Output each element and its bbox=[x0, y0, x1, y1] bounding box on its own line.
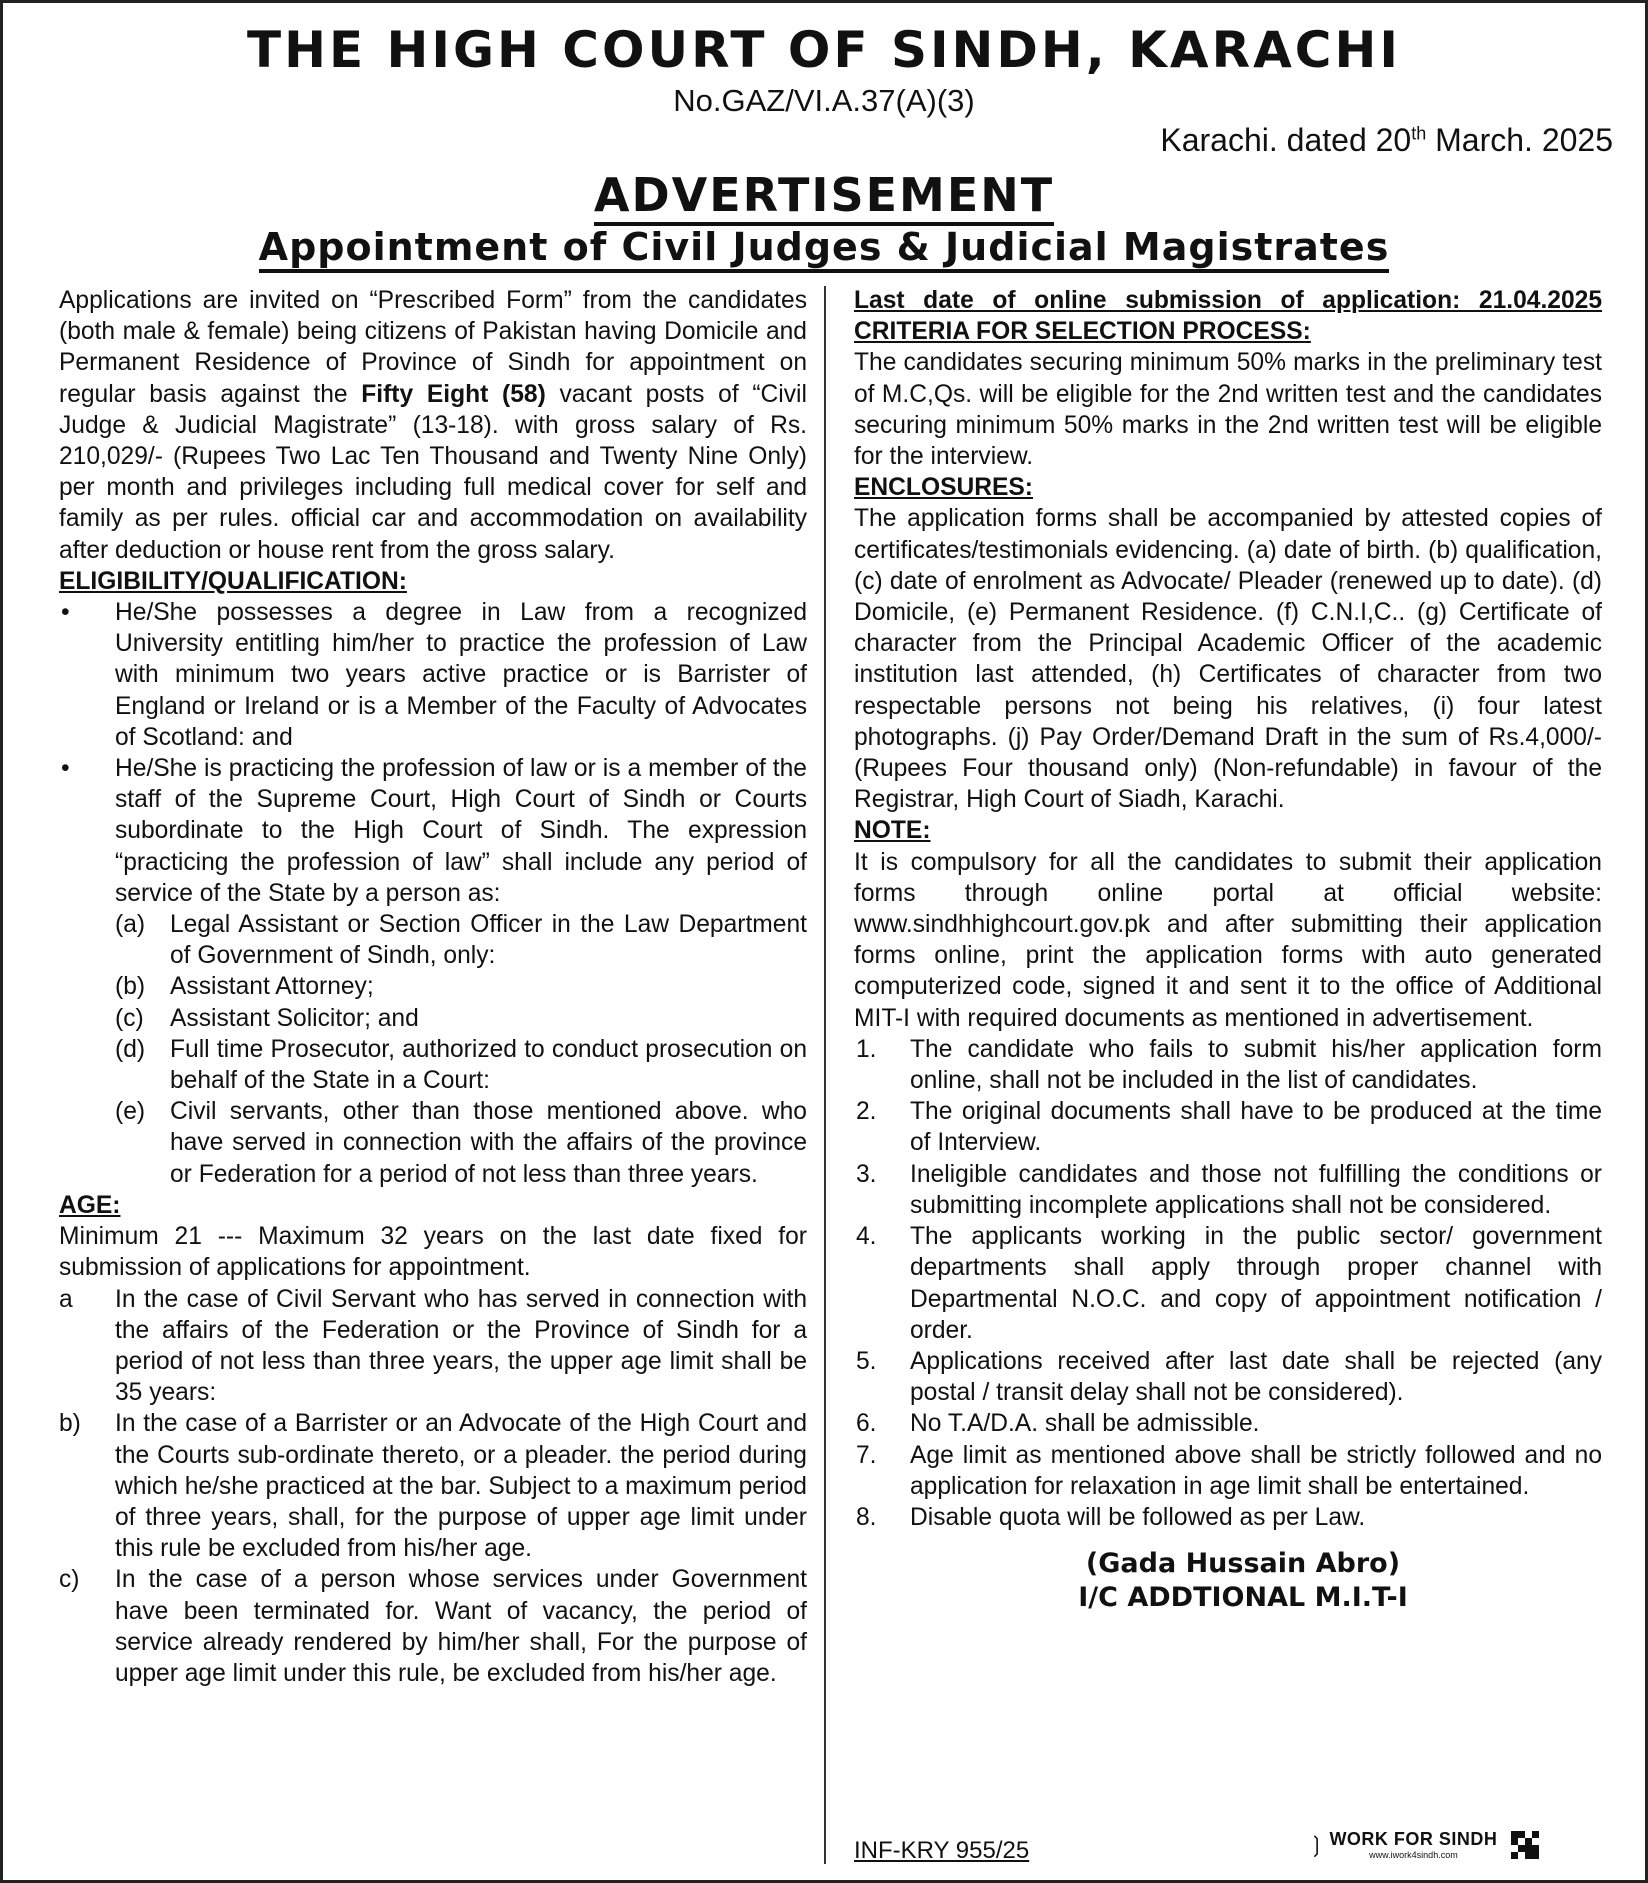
intro-part-2: vacant posts of “Civil Judge & Judicial Magistrate” (13-18). with gross salary of Rs. 210,029/- (Rupees Two Lac Ten Thousand and Twenty Nine Only) per month and privileges including full medical cover for self and family as per rules. official car and accommodation on availability after deduction or house rent from the gross salary. bbox=[59, 380, 807, 564]
right-column bbox=[854, 285, 1602, 1615]
enclosures-heading: ENCLOSURES: bbox=[854, 474, 1034, 502]
service-sub-item bbox=[59, 1034, 807, 1096]
service-sub-item bbox=[59, 1096, 807, 1190]
qr-code-icon bbox=[1511, 1831, 1539, 1859]
note-item-number: 1. bbox=[856, 1035, 877, 1063]
age-item-marker: a bbox=[59, 1285, 73, 1313]
criteria-paragraph: The candidates securing minimum 50% marks in the preliminary test of M.C,Qs. will be eligible for the 2nd written test and the candidates securing minimum 50% marks in the 2nd written test will be eligible for the interview. bbox=[854, 349, 1602, 471]
eligibility-heading: ELIGIBILITY/QUALIFICATION: bbox=[59, 567, 407, 595]
note-item bbox=[854, 1408, 1602, 1439]
signature-block bbox=[854, 1547, 1602, 1615]
sub-item-text: Legal Assistant or Section Officer in the Law Department of Government of Sindh, only: bbox=[170, 911, 807, 970]
age-relaxation-item bbox=[59, 1408, 807, 1564]
sub-item-text: Full time Prosecutor, authorized to conduct prosecution on behalf of the State in a Court: bbox=[170, 1035, 807, 1095]
advertisement-heading-text: ADVERTISEMENT bbox=[594, 168, 1054, 226]
inf-reference-code: INF-KRY 955/25 bbox=[854, 1837, 1030, 1864]
age-item-marker: c) bbox=[59, 1566, 80, 1594]
note-item-number: 2. bbox=[856, 1098, 877, 1126]
note-item bbox=[854, 1346, 1602, 1408]
advertisement-subtitle-text: Appointment of Civil Judges & Judicial Magistrates bbox=[259, 225, 1390, 273]
note-item-number: 4. bbox=[856, 1223, 877, 1251]
note-item-text: The original documents shall have to be produced at the time of Interview. bbox=[910, 1098, 1602, 1157]
sub-item-marker: (c) bbox=[115, 1004, 144, 1032]
intro-paragraph bbox=[59, 285, 807, 566]
age-paragraph: Minimum 21 --- Maximum 32 years on the last date fixed for submission of applications for appointment. bbox=[59, 1223, 807, 1282]
note-heading: NOTE: bbox=[854, 817, 931, 845]
note-item bbox=[854, 1221, 1602, 1346]
court-title: THE HIGH COURT OF SINDH, KARACHI bbox=[247, 21, 1401, 79]
note-item bbox=[854, 1159, 1602, 1221]
note-item-text: The applicants working in the public sector/ government departments shall apply through proper channel with Departmental N.O.C. and copy of appointment notification / order. bbox=[910, 1223, 1602, 1344]
eligibility-bullet bbox=[59, 597, 807, 753]
note-item-text: Applications received after last date shall be rejected (any postal / transit delay shall not be considered). bbox=[910, 1347, 1602, 1407]
sub-item-text: Assistant Solicitor; and bbox=[170, 1004, 419, 1032]
note-item-text: The candidate who fails to submit his/her application form online, shall not be included in the list of candidates. bbox=[910, 1035, 1602, 1095]
advertisement-subtitle bbox=[3, 225, 1645, 269]
age-heading: AGE: bbox=[59, 1191, 121, 1219]
note-item bbox=[854, 1034, 1602, 1096]
note-item bbox=[854, 1502, 1602, 1533]
note-item-text: Age limit as mentioned above shall be strictly followed and no application for relaxation in age limit shall be entertained. bbox=[910, 1441, 1602, 1500]
sub-item-text: Assistant Attorney; bbox=[170, 973, 374, 1001]
intro-part-1: Applications are invited on “Prescribed Form” from the candidates (both male & female) being citizens of Pakistan having Domicile and Permanent Residence of Province of Sindh for appointment on regular basis against the bbox=[59, 287, 807, 408]
sub-item-marker: (b) bbox=[115, 973, 146, 1001]
sub-item-marker: (a) bbox=[115, 911, 146, 939]
bullet-text: He/She possesses a degree in Law from a recognized University entitling him/her to practice the profession of Law with minimum two years active practice or is Barrister of England or Ireland or is a Member of the Faculty of Advocates of Scotland: and bbox=[115, 599, 807, 751]
brand-text bbox=[1329, 1829, 1497, 1860]
date-suffix: th bbox=[1411, 123, 1427, 144]
left-column bbox=[59, 285, 807, 1689]
reference-number: No.GAZ/VI.A.37(A)(3) bbox=[673, 83, 975, 118]
enclosures-paragraph: The application forms shall be accompanied by attested copies of certificates/testimonials evidencing. (a) date of birth. (b) qualification, (c) date of enrolment as Advocate/ Pleader (renewed up to date). (d) Domicile, (e) Permanent Residence. (f) C.N.I,C.. (g) Certificate of character from the Principal Academic Officer of the academic institution last attended, (h) Certificates of character from two respectable persons not being his relatives, (i) four latest photographs. (j) Pay Order/Demand Draft in the sum of Rs.4,000/- (Rupees Four thousand only) (Non-refundable) in favour of the Registrar, High Court of Siadh, Karachi. bbox=[854, 505, 1602, 814]
note-item-number: 5. bbox=[856, 1347, 877, 1375]
advertisement-heading bbox=[3, 168, 1645, 222]
service-sub-item bbox=[59, 1003, 807, 1034]
age-relaxation-item bbox=[59, 1564, 807, 1689]
brand-name: WORK FOR SINDH bbox=[1329, 1829, 1498, 1849]
bullet-marker: • bbox=[61, 599, 70, 627]
signatory-title: I/C ADDTIONAL M.I.T-I bbox=[1078, 1582, 1408, 1614]
sub-item-marker: (d) bbox=[115, 1035, 146, 1063]
age-item-text: In the case of a person whose services under Government have been terminated for. Want of vacancy, the period of service already rendered by him/her shall, For the purpose of upper age limit under this rule, be excluded from his/her age. bbox=[115, 1566, 807, 1687]
brand-mark-icon: ❳ bbox=[1307, 1831, 1326, 1857]
note-item-text: No T.A/D.A. shall be admissible. bbox=[910, 1410, 1260, 1438]
service-sub-item bbox=[59, 971, 807, 1002]
note-item-number: 8. bbox=[856, 1503, 877, 1531]
sub-item-marker: (e) bbox=[115, 1098, 146, 1126]
brand-url: www.iwork4sindh.com bbox=[1369, 1850, 1458, 1860]
note-item bbox=[854, 1440, 1602, 1502]
note-item bbox=[854, 1096, 1602, 1158]
eligibility-bullet bbox=[59, 753, 807, 909]
signatory-name: (Gada Hussain Abro) bbox=[1085, 1548, 1401, 1580]
date-line bbox=[1160, 122, 1613, 159]
bullet-marker: • bbox=[61, 755, 70, 783]
last-date-heading: Last date of online submission of application: 21.04.2025 CRITERIA FOR SELECTION PROCESS: bbox=[854, 287, 1602, 346]
intro-posts-count: Fifty Eight (58) bbox=[361, 380, 546, 408]
work-for-sindh-logo-icon bbox=[1307, 1829, 1539, 1860]
age-item-marker: b) bbox=[59, 1410, 81, 1438]
note-item-number: 7. bbox=[856, 1441, 877, 1469]
age-item-text: In the case of Civil Servant who has served in connection with the affairs of the Federation or the Province of Sindh for a period of not less than three years, the upper age limit shall be 35 years: bbox=[115, 1285, 807, 1407]
age-item-text: In the case of a Barrister or an Advocate of the High Court and the Courts sub-ordinate thereto, or a pleader. the period during which he/she practiced at the bar. Subject to a maximum period of three years, shall, for the purpose of upper age limit under this rule be excluded from his/her age. bbox=[115, 1410, 807, 1563]
note-item-text: Ineligible candidates and those not fulfilling the conditions or submitting incomplete applications shall not be considered. bbox=[910, 1160, 1602, 1219]
column-divider bbox=[824, 286, 826, 1864]
service-sub-item bbox=[59, 909, 807, 971]
note-item-text: Disable quota will be followed as per Law. bbox=[910, 1503, 1366, 1531]
note-item-number: 3. bbox=[856, 1160, 877, 1188]
date-month-year: March. 2025 bbox=[1426, 122, 1613, 158]
bullet-text: He/She is practicing the profession of law or is a member of the staff of the Supreme Court, High Court of Sindh or Courts subordinate to the High Court of Sindh. The expression “practicing the profession of law” shall include any period of service of the State by a person as: bbox=[115, 755, 807, 907]
note-item-number: 6. bbox=[856, 1410, 877, 1438]
sub-item-text: Civil servants, other than those mentioned above. who have served in connection with the affairs of the province or Federation for a period of not less than three years. bbox=[170, 1098, 807, 1188]
date-prefix: Karachi. dated 20 bbox=[1160, 122, 1412, 158]
note-paragraph: It is compulsory for all the candidates to submit their application forms through online portal at official website: www.sindhhighcourt.gov.pk and after submitting their application forms online, print the application forms with auto generated computerized code, signed it and sent it to the office of Additional MIT-I with required documents as mentioned in advertisement. bbox=[854, 848, 1602, 1032]
age-relaxation-item bbox=[59, 1284, 807, 1409]
